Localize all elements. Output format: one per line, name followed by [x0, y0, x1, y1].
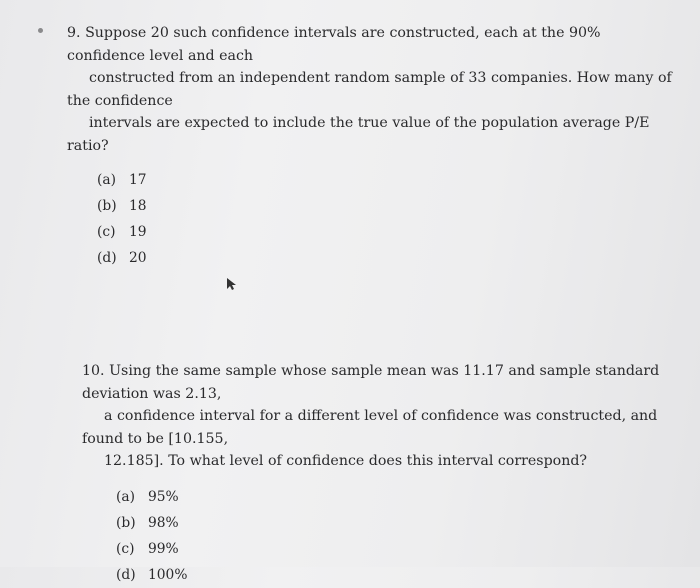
question-10-choice-b[interactable] [116, 510, 682, 536]
question-10-line-3: 12.185]. To what level of confidence does this interval correspond? [104, 453, 588, 469]
question-10-text [82, 360, 682, 473]
question-9-choice-d[interactable] [97, 245, 682, 271]
question-9-choices [97, 167, 682, 271]
question-10-choice-c[interactable] [116, 536, 682, 562]
choice-label: (c) [116, 540, 135, 557]
question-9-choice-c[interactable] [97, 219, 682, 245]
question-10 [82, 360, 682, 588]
choice-text: 20 [129, 250, 147, 266]
question-10-number: 10. [82, 363, 105, 379]
question-9-line-3: intervals are expected to include the true value of the population average P/E ratio? [67, 115, 650, 154]
choice-label: (b) [97, 198, 117, 214]
choice-text: 100% [148, 566, 188, 583]
question-9-line-2: constructed from an independent random sample of 33 companies. How many of the confidence [67, 70, 672, 109]
question-9-line-1: Suppose 20 such confidence intervals are constructed, each at the 90% confidence level and each [67, 25, 601, 64]
question-10-choices [116, 484, 682, 588]
choice-label: (a) [116, 488, 135, 505]
question-10-line-1: Using the same sample whose sample mean was 11.17 and sample standard deviation was 2.13, [82, 363, 660, 402]
choice-label: (c) [97, 224, 116, 240]
question-9 [67, 22, 682, 271]
question-10-line-2: a confidence interval for a different level of confidence was constructed, and found to be [10.155, [82, 408, 658, 447]
question-9-choice-a[interactable] [97, 167, 682, 193]
question-9-number: 9. [67, 25, 81, 41]
question-10-choice-d[interactable] [116, 562, 682, 588]
choice-text: 17 [129, 172, 147, 188]
bullet-mark [38, 28, 43, 33]
choice-label: (b) [116, 514, 136, 531]
choice-label: (a) [97, 172, 116, 188]
choice-text: 19 [129, 224, 147, 240]
choice-text: 18 [129, 198, 147, 214]
choice-label: (d) [97, 250, 117, 266]
choice-label: (d) [116, 566, 136, 583]
question-9-text [67, 22, 682, 157]
choice-text: 99% [148, 540, 179, 557]
pointer-cursor-icon [227, 278, 237, 290]
question-10-choice-a[interactable] [116, 484, 682, 510]
question-9-choice-b[interactable] [97, 193, 682, 219]
choice-text: 98% [148, 514, 179, 531]
choice-text: 95% [148, 488, 179, 505]
